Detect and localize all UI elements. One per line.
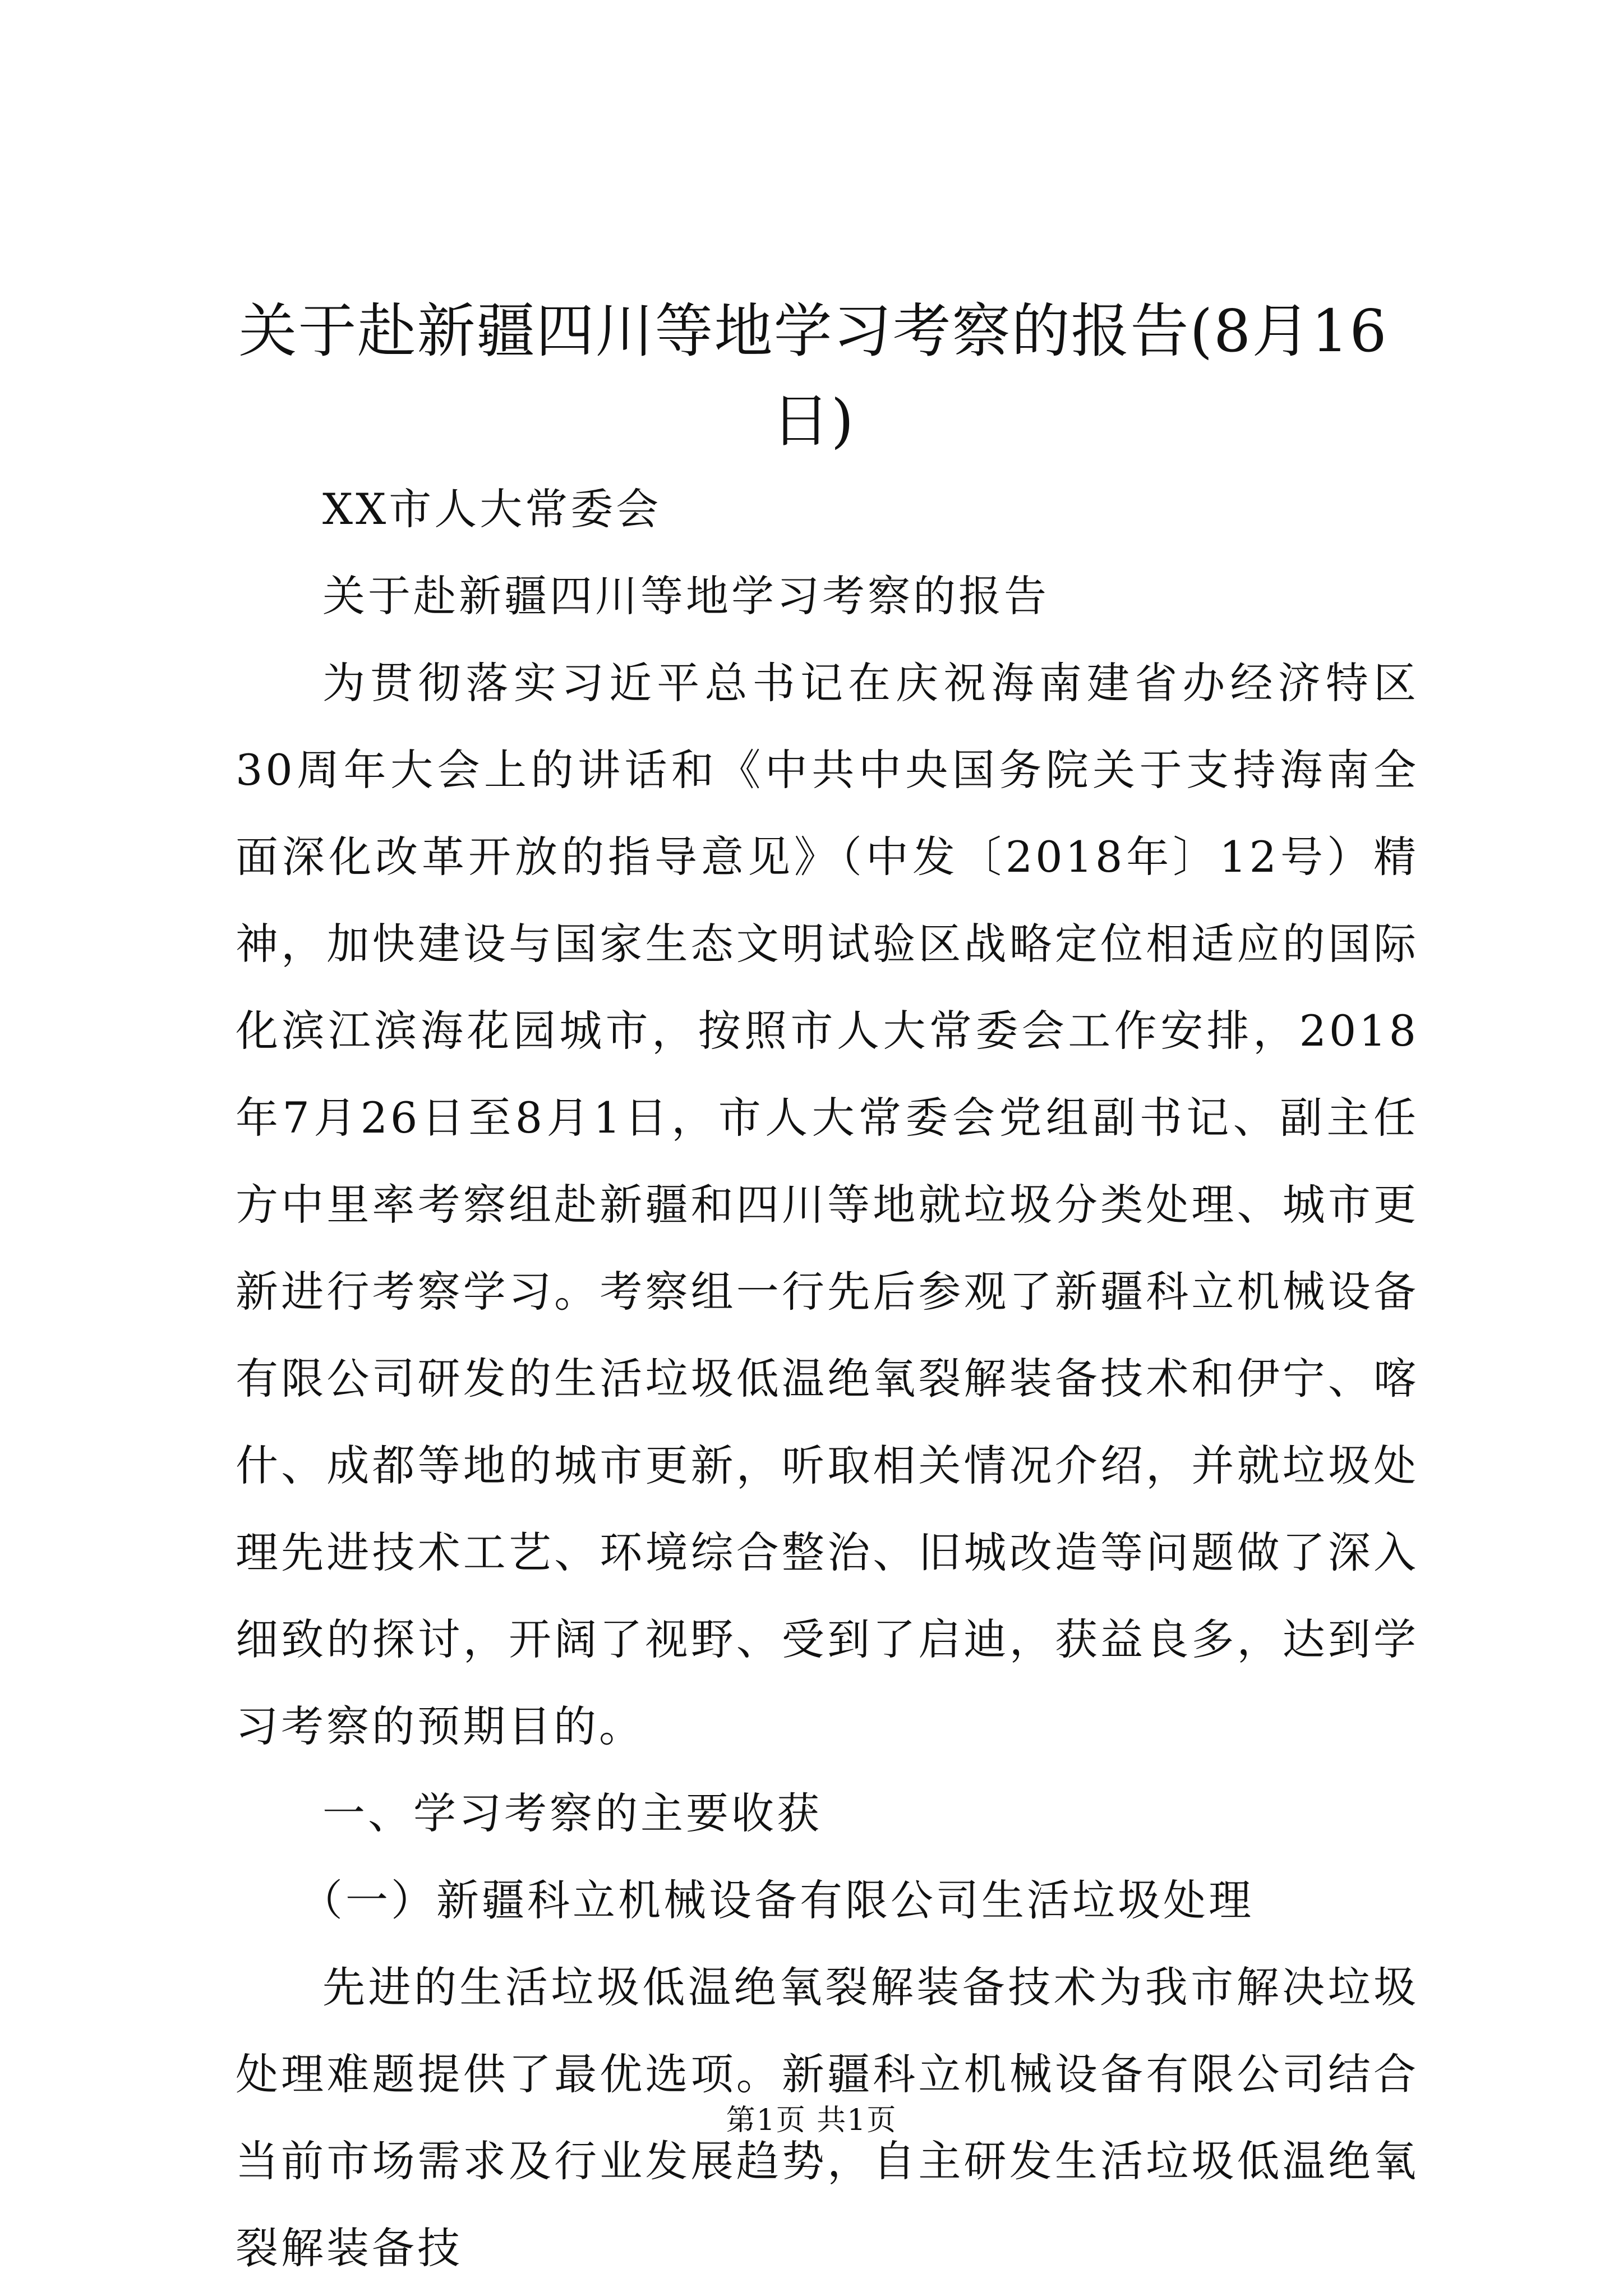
recipient-line: XX市人大常委会 [322,484,662,534]
document-body [236,466,1419,2292]
report-subtitle: 关于赴新疆四川等地学习考察的报告 [322,571,1049,621]
intro-paragraph: 为贯彻落实习近平总书记在庆祝海南建省办经济特区30周年大会上的讲话和《中共中央国务院关于支持海南全面深化改革开放的指导意见》（中发〔2018年〕12号）精神，加快建设与国家生态文明试验区战略定位相适应的国际化滨江滨海花园城市，按照市人大常委会工作安排，2018年7月26日至8月1日，市人大常委会党组副书记、副主任方中里率考察组赴新疆和四川等地就垃圾分类处理、城市更新进行考察学习。考察组一行先后参观了新疆科立机械设备有限公司研发的生活垃圾低温绝氧裂解装备技术和伊宁、喀什、成都等地的城市更新，听取相关情况介绍，并就垃圾处理先进技术工艺、环境综合整治、旧城改造等问题做了深入细致的探讨，开阔了视野、受到了启迪，获益良多，达到学习考察的预期目的。 [236,658,1419,1751]
page-footer: 第1页 共1页 [726,2104,897,2137]
section-heading: 一、学习考察的主要收获 [322,1788,822,1838]
subsection-heading: （一）新疆科立机械设备有限公司生活垃圾处理 [300,1875,1254,1925]
document-title: 关于赴新疆四川等地学习考察的报告(8月16日) [238,297,1388,455]
body-paragraph: 先进的生活垃圾低温绝氧裂解装备技术为我市解决垃圾处理难题提供了最优选项。新疆科立机械设备有限公司结合当前市场需求及行业发展趋势，自主研发生活垃圾低温绝氧裂解装备技 [236,1962,1419,2273]
